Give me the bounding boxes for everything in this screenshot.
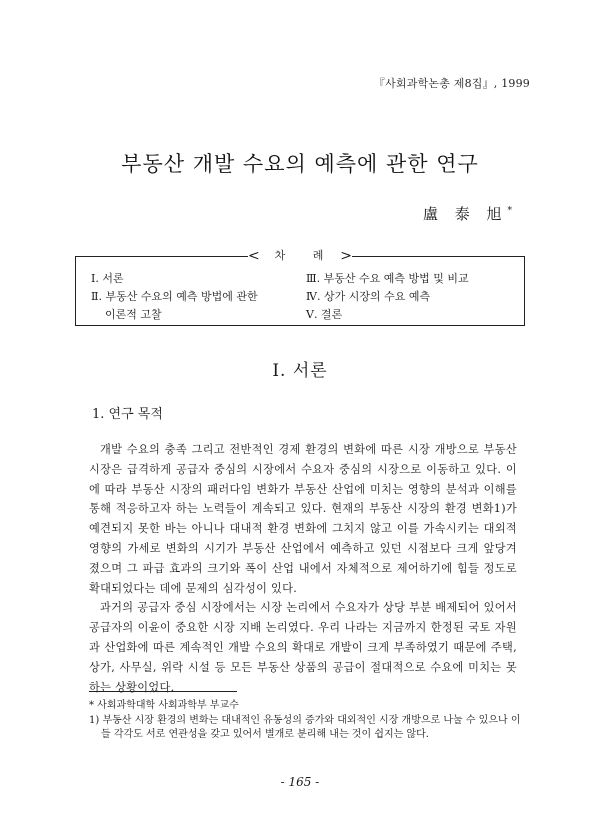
footnote-divider (89, 691, 237, 692)
left-arrow-icon: < (248, 248, 260, 264)
paragraph: 개발 수요의 충족 그리고 전반적인 경제 환경의 변화에 따른 시장 개방으로 부동산 시장은 급격하게 공급자 중심의 시장에서 수요자 중심의 시장으로 이동하고 있다. 이에 따라 부동산 시장의 패러다임 변화가 부동산 산업에 미치는 영향의 분석과 이해를 통해 적응하고자 하는 노력들이 계속되고 있다. 현재의 부동산 시장의 환경 변화1)가 예견되지 못한 바는 아니나 대내적 환경 변화에 그치지 않고 이를 가속시키는 대외적 영향의 가세로 변화의 시기가 부동산 산업에서 예측하고 있던 시점보다 크게 앞당겨 졌으며 그 파급 효과의 크기와 폭이 산업 내에서 자체적으로 제어하기에 힘들 정도로 확대되었다는 데에 문제의 심각성이 있다. (89, 443, 517, 595)
toc-item: Ⅲ. 부동산 수요 예측 방법 및 비교 (306, 272, 469, 285)
section-title: Ⅰ. 서론 (272, 361, 328, 381)
toc-heading-label: 차 례 (274, 249, 336, 262)
footnote: 1) 부동산 시장 환경의 변화는 대내적인 유동성의 증가와 대외적인 시장 개방으로 나눌 수 있으나 이들 각각도 서로 연관성을 갖고 있어서 별개로 분리해 내는 것이 쉽지는 않다. (89, 714, 521, 740)
body-text (89, 440, 517, 697)
toc-item: Ⅰ. 서론 (91, 272, 124, 285)
paper-title: 부동산 개발 수요의 예측에 관한 연구 (121, 152, 479, 176)
toc-item: Ⅳ. 상가 시장의 수요 예측 (306, 290, 431, 303)
toc-item: Ⅱ. 부동산 수요의 예측 방법에 관한 (91, 290, 258, 303)
toc-left-column (91, 270, 291, 324)
right-arrow-icon: > (340, 248, 352, 264)
toc-item: Ⅴ. 결론 (306, 308, 343, 321)
paragraph: 과거의 공급자 중심 시장에서는 시장 논리에서 수요자가 상당 부분 배제되어 있어서 공급자의 이윤이 중요한 시장 지배 논리였다. 우리 나라는 지금까지 한정된 국토 자원과 산업화에 따른 계속적인 개발 수요의 확대로 개발이 크게 부족하였기 때문에 주택, 상가, 사무실, 위락 시설 등 모든 부동산 상품의 공급이 절대적으로 수요에 미치는 못하는 상황이었다. (89, 601, 517, 694)
author (423, 203, 512, 224)
author-footnote-mark: * (507, 206, 512, 216)
footnotes (89, 699, 529, 743)
journal-header: 『사회과학논총 제8집』, 1999 (373, 77, 530, 90)
toc-heading (248, 246, 352, 266)
author-name: 盧 泰 旭 (422, 205, 508, 223)
footnote: * 사회과학대학 사회과학부 부교수 (89, 700, 239, 711)
subsection-title: 1. 연구 목적 (92, 407, 163, 422)
page-number: - 165 - (280, 775, 320, 789)
toc-item: 이론적 고찰 (105, 308, 162, 321)
toc-right-column (306, 270, 516, 324)
